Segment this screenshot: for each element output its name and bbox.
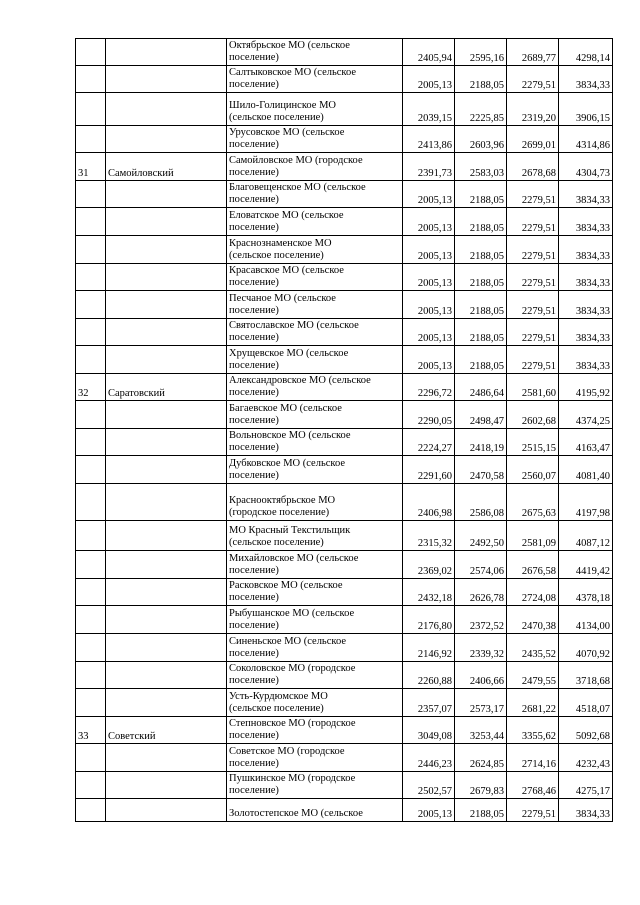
municipality-name [227,551,403,579]
value-cell-1: 2005,13 [403,208,455,236]
value-cell-2: 2470,58 [455,456,507,484]
district-name [106,689,227,717]
value-cell-3: 2560,07 [507,456,559,484]
row-number [76,236,106,264]
value-cell-2: 2188,05 [455,208,507,236]
municipality-name-line: (городское поселение) [229,507,330,518]
value-cell-2: 2188,05 [455,264,507,291]
value-cell-3: 2681,22 [507,689,559,717]
municipality-name [227,93,403,126]
value-cell-1: 2005,13 [403,291,455,319]
municipality-name-line: (сельское поселение) [229,537,324,548]
municipality-name-line: поселение) [229,167,279,178]
value-cell-2: 2603,96 [455,126,507,153]
municipality-name-line: поселение) [229,785,279,796]
value-cell-1: 2291,60 [403,456,455,484]
district-name [106,236,227,264]
value-cell-1: 2446,23 [403,744,455,772]
table-row [76,291,613,319]
value-cell-3: 2515,15 [507,429,559,456]
district-name [106,744,227,772]
municipality-name-line: Октябрьское МО (сельское [229,40,350,51]
municipality-name-line: Синеньское МО (сельское [229,636,346,647]
municipality-name-line: Багаевское МО (сельское [229,403,342,414]
municipality-name [227,772,403,799]
row-number [76,521,106,551]
value-cell-4: 3834,33 [559,264,613,291]
value-cell-3: 2714,16 [507,744,559,772]
value-cell-2: 2679,83 [455,772,507,799]
municipality-name-line: Рыбушанское МО (сельское [229,608,355,619]
municipality-name [227,717,403,744]
municipality-name [227,799,403,822]
tariff-table [75,38,613,822]
municipality-name [227,689,403,717]
value-cell-2: 3253,44 [455,717,507,744]
municipality-name-line: Александровское МО (сельское [229,375,371,386]
value-cell-4: 4419,42 [559,551,613,579]
value-cell-2: 2573,17 [455,689,507,717]
municipality-name [227,346,403,374]
row-number [76,126,106,153]
value-cell-3: 2581,60 [507,374,559,401]
district-name [106,319,227,346]
district-name [106,93,227,126]
district-name [106,799,227,822]
municipality-name [227,181,403,208]
value-cell-1: 2005,13 [403,264,455,291]
value-cell-4: 3834,33 [559,208,613,236]
table-row [76,456,613,484]
value-cell-3: 2470,38 [507,606,559,634]
municipality-name-line: поселение) [229,758,279,769]
table-row [76,521,613,551]
value-cell-1: 2357,07 [403,689,455,717]
value-cell-1: 2406,98 [403,484,455,521]
district-name [106,208,227,236]
row-number [76,264,106,291]
municipality-name [227,456,403,484]
table-row [76,689,613,717]
value-cell-3: 2279,51 [507,66,559,93]
value-cell-4: 3834,33 [559,799,613,822]
value-cell-2: 2188,05 [455,799,507,822]
value-cell-1: 2391,73 [403,153,455,181]
value-cell-4: 4304,73 [559,153,613,181]
municipality-name-line: поселение) [229,442,279,453]
municipality-name-line: поселение) [229,648,279,659]
municipality-name-line: Вольновское МО (сельское [229,430,351,441]
municipality-name [227,291,403,319]
district-name [106,521,227,551]
district-name [106,39,227,66]
row-number [76,662,106,689]
table-row [76,401,613,429]
municipality-name [227,153,403,181]
municipality-name-line: Советское МО (городское [229,746,345,757]
value-cell-2: 2188,05 [455,346,507,374]
value-cell-2: 2595,16 [455,39,507,66]
value-cell-4: 4081,40 [559,456,613,484]
table-row [76,744,613,772]
district-name [106,484,227,521]
municipality-name-line: поселение) [229,139,279,150]
table-row [76,606,613,634]
table-row [76,208,613,236]
value-cell-4: 3834,33 [559,181,613,208]
municipality-name-line: поселение) [229,620,279,631]
district-name [106,264,227,291]
value-cell-2: 2586,08 [455,484,507,521]
row-number [76,401,106,429]
district-name [106,456,227,484]
value-cell-1: 2176,80 [403,606,455,634]
value-cell-1: 2005,13 [403,346,455,374]
value-cell-2: 2583,03 [455,153,507,181]
value-cell-3: 2676,58 [507,551,559,579]
row-number [76,181,106,208]
municipality-name [227,579,403,606]
district-name [106,126,227,153]
table-row [76,772,613,799]
table-row [76,181,613,208]
value-cell-2: 2225,85 [455,93,507,126]
value-cell-3: 2768,46 [507,772,559,799]
value-cell-2: 2574,06 [455,551,507,579]
municipality-name-line: поселение) [229,415,279,426]
municipality-name-line: поселение) [229,52,279,63]
municipality-name-line: Салтыковское МО (сельское [229,67,357,78]
table-row [76,374,613,401]
row-number [76,689,106,717]
value-cell-3: 2279,51 [507,319,559,346]
table-row [76,66,613,93]
value-cell-3: 2279,51 [507,181,559,208]
table-row [76,429,613,456]
municipality-name-line: (сельское поселение) [229,703,324,714]
value-cell-3: 2581,09 [507,521,559,551]
value-cell-2: 2406,66 [455,662,507,689]
value-cell-1: 3049,08 [403,717,455,744]
value-cell-4: 4378,18 [559,579,613,606]
district-name: Саратовский [106,374,227,401]
municipality-name-line: поселение) [229,194,279,205]
value-cell-1: 2005,13 [403,66,455,93]
municipality-name-line: Красавское МО (сельское [229,265,344,276]
row-number [76,93,106,126]
municipality-name [227,521,403,551]
value-cell-3: 2699,01 [507,126,559,153]
municipality-name-line: Шило-Голицинское МО [229,100,336,111]
value-cell-3: 2678,68 [507,153,559,181]
value-cell-1: 2315,32 [403,521,455,551]
row-number: 31 [76,153,106,181]
table-row [76,634,613,662]
municipality-name-line: поселение) [229,387,279,398]
table-row [76,717,613,744]
value-cell-2: 2418,19 [455,429,507,456]
value-cell-1: 2005,13 [403,319,455,346]
value-cell-2: 2188,05 [455,66,507,93]
district-name [106,401,227,429]
municipality-name-line: поселение) [229,305,279,316]
municipality-name-line: поселение) [229,592,279,603]
value-cell-4: 3834,33 [559,66,613,93]
municipality-name-line: Михайловское МО (сельское [229,553,359,564]
table-row [76,319,613,346]
value-cell-2: 2624,85 [455,744,507,772]
row-number [76,208,106,236]
municipality-name [227,744,403,772]
municipality-name-line: поселение) [229,360,279,371]
value-cell-3: 2689,77 [507,39,559,66]
municipality-name [227,634,403,662]
municipality-name [227,429,403,456]
table-row [76,39,613,66]
value-cell-4: 3834,33 [559,236,613,264]
table-row [76,346,613,374]
municipality-name-line: Соколовское МО (городское [229,663,356,674]
municipality-name-line: поселение) [229,565,279,576]
value-cell-3: 3355,62 [507,717,559,744]
municipality-name-line: поселение) [229,79,279,90]
table-row [76,579,613,606]
value-cell-4: 4070,92 [559,634,613,662]
district-name: Советский [106,717,227,744]
table-row [76,799,613,822]
municipality-name-line: Благовещенское МО (сельское [229,182,366,193]
municipality-name [227,401,403,429]
value-cell-2: 2188,05 [455,291,507,319]
value-cell-4: 4195,92 [559,374,613,401]
value-cell-3: 2319,20 [507,93,559,126]
table-row [76,93,613,126]
value-cell-2: 2492,50 [455,521,507,551]
value-cell-4: 4275,17 [559,772,613,799]
municipality-name-line: Краснознаменское МО [229,238,332,249]
value-cell-1: 2405,94 [403,39,455,66]
value-cell-4: 3718,68 [559,662,613,689]
row-number [76,606,106,634]
row-number [76,744,106,772]
municipality-name [227,39,403,66]
row-number [76,291,106,319]
value-cell-3: 2279,51 [507,208,559,236]
value-cell-1: 2260,88 [403,662,455,689]
value-cell-1: 2432,18 [403,579,455,606]
value-cell-1: 2005,13 [403,181,455,208]
value-cell-1: 2290,05 [403,401,455,429]
municipality-name [227,264,403,291]
table-row [76,484,613,521]
value-cell-2: 2188,05 [455,181,507,208]
district-name [106,606,227,634]
row-number [76,319,106,346]
row-number: 32 [76,374,106,401]
municipality-name-line: Золотостепское МО (сельское [229,808,363,819]
value-cell-4: 4163,47 [559,429,613,456]
district-name [106,66,227,93]
row-number [76,579,106,606]
value-cell-1: 2146,92 [403,634,455,662]
row-number [76,39,106,66]
municipality-name-line: Усть-Курдюмское МО [229,691,328,702]
municipality-name-line: Степновское МО (городское [229,718,356,729]
value-cell-3: 2479,55 [507,662,559,689]
municipality-name-line: Пушкинское МО (городское [229,773,356,784]
value-cell-4: 5092,68 [559,717,613,744]
municipality-name-line: поселение) [229,470,279,481]
value-cell-3: 2279,51 [507,291,559,319]
municipality-name-line: поселение) [229,675,279,686]
municipality-name-line: Еловатское МО (сельское [229,210,344,221]
value-cell-1: 2005,13 [403,799,455,822]
district-name [106,181,227,208]
value-cell-3: 2675,63 [507,484,559,521]
value-cell-3: 2279,51 [507,346,559,374]
row-number: 33 [76,717,106,744]
municipality-name-line: Самойловское МО (городское [229,155,363,166]
row-number [76,772,106,799]
value-cell-3: 2279,51 [507,236,559,264]
municipality-name-line: поселение) [229,277,279,288]
municipality-name-line: МО Красный Текстильщик [229,525,351,536]
row-number [76,634,106,662]
district-name: Самойловский [106,153,227,181]
municipality-name-line: поселение) [229,730,279,741]
table-row [76,236,613,264]
value-cell-1: 2369,02 [403,551,455,579]
value-cell-2: 2372,52 [455,606,507,634]
district-name [106,551,227,579]
district-name [106,291,227,319]
row-number [76,429,106,456]
value-cell-4: 3834,33 [559,346,613,374]
district-name [106,579,227,606]
municipality-name [227,66,403,93]
municipality-name [227,484,403,521]
table-row [76,551,613,579]
value-cell-4: 4232,43 [559,744,613,772]
value-cell-2: 2486,64 [455,374,507,401]
value-cell-2: 2339,32 [455,634,507,662]
value-cell-4: 4374,25 [559,401,613,429]
municipality-name-line: Краснооктябрьское МО [229,495,336,506]
value-cell-4: 4087,12 [559,521,613,551]
municipality-name-line: (сельское поселение) [229,250,324,261]
district-name [106,662,227,689]
value-cell-1: 2296,72 [403,374,455,401]
tariff-table-page [75,38,613,822]
municipality-name [227,319,403,346]
value-cell-1: 2224,27 [403,429,455,456]
value-cell-2: 2498,47 [455,401,507,429]
value-cell-4: 3906,15 [559,93,613,126]
row-number [76,456,106,484]
value-cell-1: 2413,86 [403,126,455,153]
value-cell-3: 2279,51 [507,264,559,291]
row-number [76,551,106,579]
value-cell-2: 2188,05 [455,319,507,346]
value-cell-4: 3834,33 [559,319,613,346]
municipality-name [227,374,403,401]
district-name [106,429,227,456]
value-cell-2: 2626,78 [455,579,507,606]
district-name [106,346,227,374]
municipality-name-line: (сельское поселение) [229,112,324,123]
table-body [76,39,613,822]
value-cell-2: 2188,05 [455,236,507,264]
table-row [76,662,613,689]
value-cell-3: 2279,51 [507,799,559,822]
district-name [106,634,227,662]
municipality-name [227,662,403,689]
table-row [76,153,613,181]
table-row [76,264,613,291]
row-number [76,799,106,822]
municipality-name-line: поселение) [229,222,279,233]
municipality-name-line: Святославское МО (сельское [229,320,359,331]
row-number [76,484,106,521]
municipality-name [227,126,403,153]
municipality-name-line: Песчаное МО (сельское [229,293,336,304]
value-cell-1: 2039,15 [403,93,455,126]
table-row [76,126,613,153]
value-cell-4: 4134,00 [559,606,613,634]
value-cell-1: 2502,57 [403,772,455,799]
value-cell-3: 2435,52 [507,634,559,662]
value-cell-3: 2724,08 [507,579,559,606]
municipality-name [227,606,403,634]
row-number [76,66,106,93]
municipality-name-line: поселение) [229,332,279,343]
municipality-name-line: Дубковское МО (сельское [229,458,346,469]
row-number [76,346,106,374]
value-cell-3: 2602,68 [507,401,559,429]
value-cell-4: 4518,07 [559,689,613,717]
value-cell-1: 2005,13 [403,236,455,264]
municipality-name [227,236,403,264]
municipality-name-line: Хрущевское МО (сельское [229,348,349,359]
value-cell-4: 3834,33 [559,291,613,319]
municipality-name-line: Урусовское МО (сельское [229,127,345,138]
municipality-name [227,208,403,236]
municipality-name-line: Расковское МО (сельское [229,580,343,591]
value-cell-4: 4314,86 [559,126,613,153]
value-cell-4: 4298,14 [559,39,613,66]
district-name [106,772,227,799]
value-cell-4: 4197,98 [559,484,613,521]
